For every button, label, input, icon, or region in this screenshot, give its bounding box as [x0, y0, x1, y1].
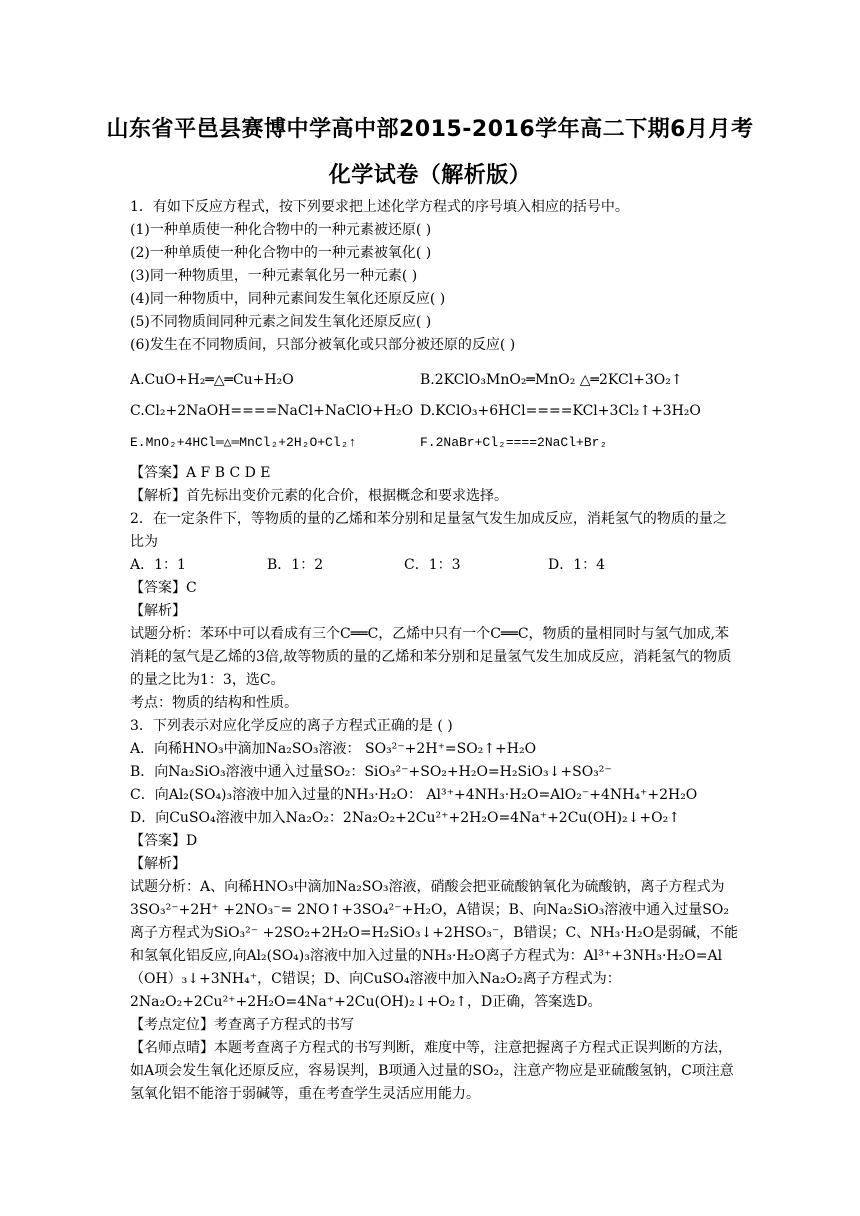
q3-option-b: B．向Na₂SiO₃溶液中通入过量SO₂：SiO₃²⁻+SO₂+H₂O=H₂SiO₃↓+SO₃²⁻ [130, 764, 612, 780]
q3-comment: 【名师点晴】本题考查离子方程式的书写判断，难度中等，注意把握离子方程式正误判断的方法，如A项会发生氧化还原反应，容易误判，B项通入过量的SO₂，注意产物应是亚硫酸氢钠，C项注意氢氧化铝不能溶于弱碱等，重在考查学生灵活应用能力。 [130, 1040, 734, 1102]
q1-stem: 1．有如下反应方程式，按下列要求把上述化学方程式的序号填入相应的括号中。 [130, 199, 629, 215]
equation-d: D.KClO₃+6HCl====KCl+3Cl₂↑+3H₂O [420, 403, 701, 419]
q3-analysis: 试题分析：A、向稀HNO₃中滴加Na₂SO₃溶液，硝酸会把亚硫酸钠氧化为硫酸钠，离子方程式为3SO₃²⁻+2H⁺ +2NO₃⁻= 2NO↑+3SO₄²⁻+H₂O，A错误；B、向Na₂SiO₃溶液中通入过量SO₂离子方程式为SiO₃²⁻ +2SO₂+2H₂O=H₂SiO₃↓+2HSO₃⁻，B错误；C、NH₃·H₂O是弱碱，不能和氢氧化铝反应,向Al₂(SO₄)₃溶液中加入过量的NH₃·H₂O离子方程式为：Al³⁺+3NH₃·H₂O=Al（OH）₃↓+3NH₄⁺，C错误；D、向CuSO₄溶液中加入Na₂O₂离子方程式为：2Na₂O₂+2Cu²⁺+2H₂O=4Na⁺+2Cu(OH)₂↓+O₂↑，D正确，答案选D。 [130, 879, 739, 1010]
q1-item-2: (2)一种单质使一种化合物中的一种元素被氧化( ) [130, 245, 432, 261]
q3-point: 【考点定位】考查离子方程式的书写 [130, 1017, 354, 1033]
document-body [130, 196, 740, 1106]
q1-item-3: (3)同一种物质里，一种元素氧化另一种元素( ) [130, 268, 418, 284]
title-line-2: 化学试卷（解析版） [328, 163, 532, 188]
q3-option-c: C．向Al₂(SO₄)₃溶液中加入过量的NH₃·H₂O： Al³⁺+4NH₃·H₂O=AlO₂⁻+4NH₄⁺+2H₂O [130, 787, 698, 803]
q2-point: 考点：物质的结构和性质。 [130, 695, 298, 711]
q2-analysis: 试题分析：苯环中可以看成有三个C══C，乙烯中只有一个C══C，物质的量相同时与氢气加成,苯消耗的氢气是乙烯的3倍,故等物质的量的乙烯和苯分别和足量氢气发生加成反应，消耗氢气的物质的量之比为1：3，选C。 [130, 626, 732, 688]
q2-options [130, 554, 740, 577]
q3-option-d: D．向CuSO₄溶液中加入Na₂O₂：2Na₂O₂+2Cu²⁺+2H₂O=4Na⁺+2Cu(OH)₂↓+O₂↑ [130, 810, 680, 826]
q1-equations-ef [130, 427, 740, 458]
q1-analysis: 【解析】首先标出变价元素的化合价，根据概念和要求选择。 [130, 488, 508, 504]
q1-item-6: (6)发生在不同物质间，只部分被氧化或只部分被还原的反应( ) [130, 337, 516, 353]
title-line-1: 山东省平邑县赛博中学高中部2015-2016学年高二下期6月月考 [106, 117, 754, 142]
q3-answer: 【答案】D [130, 833, 198, 849]
q1-equations-cd [130, 396, 740, 427]
q2-option-a: A．1：1 [130, 557, 186, 573]
equation-e: E.MnO₂+4HCl═△═MnCl₂+2H₂O+Cl₂↑ [130, 435, 357, 450]
q1-item-1: (1)一种单质使一种化合物中的一种元素被还原( ) [130, 222, 432, 238]
q2-analysis-label: 【解析】 [130, 603, 186, 619]
q3-analysis-label: 【解析】 [130, 856, 186, 872]
q1-item-4: (4)同一种物质中，同种元素间发生氧化还原反应( ) [130, 291, 446, 307]
equation-b: B.2KClO₃MnO₂═MnO₂ △═2KCl+3O₂↑ [420, 372, 683, 388]
q3-stem: 3．下列表示对应化学反应的离子方程式正确的是 ( ) [130, 718, 453, 734]
equation-a: A.CuO+H₂═△═Cu+H₂O [130, 372, 294, 388]
q2-option-c: C．1：3 [404, 557, 461, 573]
q1-item-5: (5)不同物质间同种元素之间发生氧化还原反应( ) [130, 314, 432, 330]
equation-c: C.Cl₂+2NaOH====NaCl+NaClO+H₂O [130, 403, 414, 419]
q1-equations-ab [130, 365, 740, 396]
q2-answer: 【答案】C [130, 580, 197, 596]
q3-option-a: A．向稀HNO₃中滴加Na₂SO₃溶液： SO₃²⁻+2H⁺=SO₂↑+H₂O [130, 741, 537, 757]
q2-option-b: B．1：2 [267, 557, 324, 573]
equation-f: F.2NaBr+Cl₂====2NaCl+Br₂ [420, 435, 608, 450]
q1-answer: 【答案】A F B C D E [130, 465, 271, 481]
q2-option-d: D．1：4 [548, 557, 606, 573]
q2-stem: 2．在一定条件下，等物质的量的乙烯和苯分别和足量氢气发生加成反应，消耗氢气的物质的量之比为 [130, 511, 727, 550]
